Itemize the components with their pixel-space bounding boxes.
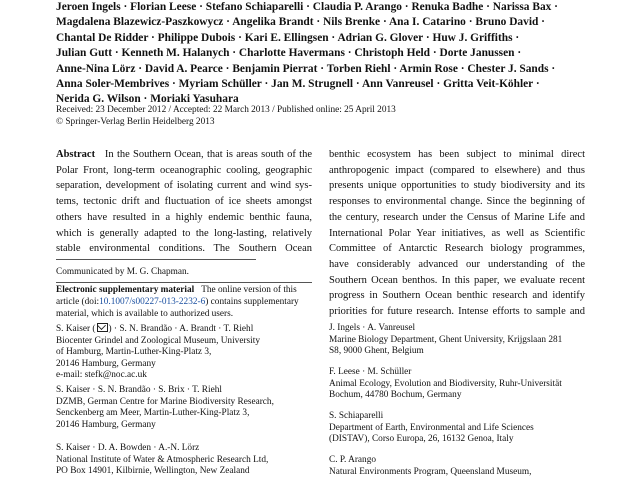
affiliation-line: (DISTAV), Corso Europa, 26, 16132 Genoa, Italy [329,434,514,445]
affiliation-authors: S. Kaiser · S. N. Brandão · S. Brix · T. Riehl [56,385,222,395]
esm-label: Electronic supplementary material [56,285,195,295]
affiliation-line: Marine Biology Department, Ghent University, Krijgslaan 281 [329,334,563,345]
abstract-first-text: In the Southern Ocean, that is areas south of the [104,149,312,160]
abstract-left-column [56,147,312,257]
abstract-line: tems, tectonic drift and fluctuation of ice sheets amongst [56,196,312,208]
affiliation-line: Bochum, 44780 Bochum, Germany [329,390,462,401]
affiliation-line: Natural Environments Program, Queensland Museum, [329,466,532,477]
abstract-line: Polar Front, long-term oceanographic cooling, geographic [56,164,312,176]
author-list [56,0,586,108]
affiliation-block [329,323,562,358]
author-line: Jeroen Ingels · Florian Leese · Stefano Schiaparelli · Claudia P. Arango · Renuka Badhe · Narissa Bax · [56,1,558,13]
affiliation-block [329,455,531,478]
abstract-line: Committee of Antarctic Research biology programmes, [329,243,585,255]
affiliation-line: 20146 Hamburg, Germany [56,358,156,369]
affiliation-line: PO Box 14901, Kilbirnie, Wellington, New Zealand [56,466,250,477]
abstract-line: separation, development of isolating current and wind sys- [56,180,312,192]
abstract-line: benthic ecosystem has been subject to minimal direct [329,149,585,160]
affiliation-authors: J. Ingels · A. Vanreusel [329,323,416,333]
author-line: Anne-Nina Lörz · David A. Pearce · Benjamin Pierrat · Torben Riehl · Armin Rose · Chester J. Sands · [56,62,556,75]
doi-link[interactable]: 10.1007/s00227-013-2232-6 [99,297,206,307]
copyright-notice: © Springer-Verlag Berlin Heidelberg 2013 [56,117,215,127]
affiliation-block [56,385,274,431]
abstract-line: Southern Ocean benthos. In this paper, we evaluate recent [329,274,585,286]
abstract-line: anthropogenic impact (compared to elsewhere) and thus [329,164,585,176]
author-line: Magdalena Blazewicz-Paszkowycz · Angelika Brandt · Nils Brenke · Ana I. Catarino · Bruno David · [56,16,545,29]
esm-line [56,284,314,296]
abstract-line: responses to environmental change. Since the beginning of [329,196,585,208]
envelope-icon [97,323,108,332]
publication-dates [56,104,576,128]
esm-line: material, which is available to authorized users. [56,309,234,319]
esm-line2-pre: article (doi: [56,297,100,307]
abstract-line: others have resulted in a highly endemic benthic fauna, [56,211,312,223]
abstract-first-line [56,147,312,163]
author-line: Chantal De Ridder · Philippe Dubois · Kari E. Ellingsen · Adrian G. Glover · Huw J. Griffiths · [56,31,520,44]
esm-note [56,284,314,320]
author-line: Nerida G. Wilson · Moriaki Yasuhara [56,93,239,106]
received-accepted-published: Received: 23 December 2012 / Accepted: 22 March 2013 / Published online: 25 April 2013 [56,105,396,115]
abstract-line: have considerably advanced our understanding of the [329,258,585,270]
esm-rule [56,282,312,283]
affiliation-authors: S. Schiaparelli [329,411,384,421]
affiliation-line: Biocenter Grindel and Zoological Museum, University [56,335,260,346]
affiliation-authors [56,323,260,336]
affiliation-line: Animal Ecology, Evolution and Biodiversity, Ruhr-Universität [329,378,562,389]
affiliation-authors: F. Leese · M. Schüller [329,367,412,377]
communicated-by: Communicated by M. G. Chapman. [56,267,189,277]
abstract-line: presents unique opportunities to study biodiversity and its [329,180,585,192]
abstract-line: stable environmental conditions. The Southern Ocean [56,243,312,255]
email-address[interactable]: e-mail: stefk@noc.ac.uk [56,370,147,381]
affiliation-line: DZMB, German Centre for Marine Biodiversity Research, [56,396,274,407]
abstract-line: which is generally adapted to the long-lasting, relatively [56,227,312,239]
abstract-line: the century, research under the Census of Marine Life and [329,211,585,223]
affiliation-block [329,367,562,402]
abstract-line: International Polar Year initiatives, as well as Scientific [329,227,585,239]
abstract-label: Abstract [56,149,96,160]
esm-line1-text: The online version of this [201,285,297,295]
affiliation-authors: C. P. Arango [329,455,377,465]
affiliation-line: 20146 Hamburg, Germany [56,419,156,430]
abstract-line: priorities for future research. Intense efforts to sample and [329,306,585,318]
affiliation-line: Senckenberg am Meer, Martin-Luther-King-Platz 3, [56,408,250,419]
author-line: Julian Gutt · Kenneth M. Halanych · Charlotte Havermans · Christoph Held · Dorte Janussen · [56,47,522,60]
esm-line [56,296,314,308]
affiliation-line: National Institute of Water & Atmospheric Research Ltd, [56,454,269,465]
abstract-right-column [329,147,585,320]
affiliation-line: of Hamburg, Martin-Luther-King-Platz 3, [56,347,212,358]
affiliation-authors: S. Kaiser · D. A. Bowden · A.-N. Lörz [56,443,200,453]
affiliation-line: Department of Earth, Environmental and Life Sciences [329,422,534,433]
abstract-line: progress in Southern Ocean benthic research and identify [329,290,585,302]
footnote-rule [56,259,256,260]
affiliation-authors-pre: S. Kaiser ( [56,324,96,334]
affiliation-block [329,411,534,446]
author-line: Anna Soler-Membrives · Myriam Schüller · Jan M. Strugnell · Ann Vanreusel · Gritta Veit-Köhler · [56,78,540,91]
esm-line2-post: ) contains supplementary [205,297,299,307]
affiliation-authors-post: ) · S. N. Brandão · A. Brandt · T. Riehl [108,324,254,334]
affiliation-block [56,443,268,478]
affiliation-line: S8, 9000 Ghent, Belgium [329,346,424,357]
affiliation-block [56,323,260,382]
